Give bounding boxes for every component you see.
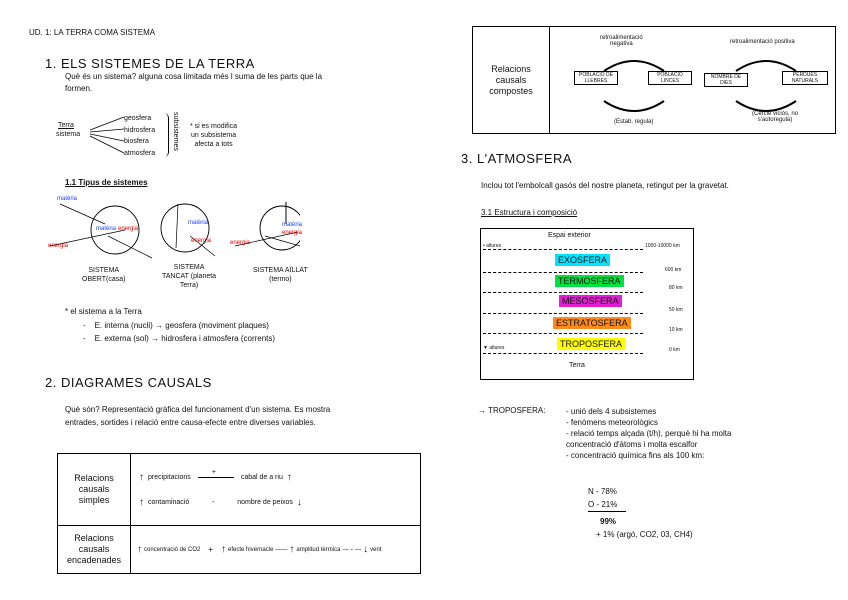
- space-label: Espai exterior: [548, 232, 591, 239]
- section-1-intro-1: Què és un sistema? alguna cosa limitada més l suma de les parts que la: [65, 72, 323, 81]
- label-energia-isolated: energia: [282, 230, 303, 236]
- comp-other: + 1% (argó, CO2, 03, CH4): [596, 530, 693, 539]
- loop-positive-right: PERDUES NATURALS: [782, 71, 828, 85]
- tropo-item: - unió dels 4 subsistemes: [566, 407, 657, 416]
- section-2-intro-2: entrades, sortides i relació entre causa-efecte entre diverses variables.: [65, 418, 316, 427]
- terra-label: Terra: [58, 122, 74, 129]
- system-diagrams: [40, 196, 303, 260]
- layer-troposfera: TROPOSFERA: [557, 338, 625, 350]
- loop-positive-caption: (Cercle viciós, no s'autoregula): [751, 111, 798, 123]
- compound-relations-label: Relacions causals compostes: [473, 27, 550, 134]
- subsystem-list: [124, 113, 155, 159]
- tropo-item: - fenòmens meteorològics: [566, 418, 659, 427]
- layer-troposfera-km: 0 km: [669, 347, 680, 353]
- causal-relations-table: [57, 453, 421, 574]
- layer-termosfera-km: 80 km: [669, 285, 683, 291]
- branch-arrows: [88, 112, 128, 158]
- layer-exosfera-km: 600 km: [665, 267, 682, 273]
- comp-sum: 99%: [600, 517, 617, 526]
- table-row: [58, 526, 421, 574]
- sistema-label: sistema: [56, 131, 81, 138]
- tropo-item: - concentració química fins als 100 km:: [566, 451, 705, 460]
- label-materia-closed: matèria: [188, 220, 209, 226]
- compound-relations-table: [472, 26, 836, 134]
- loop-negative-right: POBLACIÓ LINCES: [648, 71, 692, 85]
- layer-termosfera: TERMOSFERA: [555, 275, 624, 287]
- loop-negative-left: POBLACIÓ DE LLEBRES: [574, 71, 618, 85]
- label-materia-isolated: matèria: [282, 222, 303, 228]
- comp-n: N - 78%: [588, 487, 617, 496]
- atmosphere-layers-box: [480, 228, 694, 380]
- types-title: 1.1 Tipus de sistemes: [65, 178, 148, 187]
- system-open-name: SISTEMA OBERT(casa): [82, 267, 126, 283]
- label-energia-open: energia: [48, 243, 69, 249]
- section-2-title: 2. DIAGRAMES CAUSALS: [45, 375, 212, 390]
- troposphere-label: → TROPOSFERA:: [478, 406, 546, 415]
- layer-estratosfera: ESTRATOSFERA: [553, 317, 631, 329]
- chained-row: ↑ concentració de CO2 + ↑ efecte hivernacle —— ↑ amplitud tèrmica — - — ↓ vent: [137, 544, 382, 555]
- compound-loops: [550, 27, 836, 134]
- label-energia-open-2: energia: [118, 226, 139, 232]
- label-materia-open-2: matèria: [96, 226, 117, 232]
- subsystem-item: atmosfera: [124, 149, 156, 157]
- subsystem-item: hidrosfera: [124, 126, 156, 134]
- layer-mesosfera-km: 50 km: [669, 307, 683, 313]
- subsystem-brace: [164, 113, 169, 157]
- structure-title: 3.1 Estructura i composició: [481, 208, 578, 217]
- section-3-intro: Inclou tot l'embolcall gasós del nostre planeta, retingut per la gravetat.: [481, 181, 729, 190]
- layer-estratosfera-km: 10 km: [669, 327, 683, 333]
- subsystem-item: biosfera: [124, 138, 149, 145]
- simple-relations-label: Relacions causals simples: [58, 454, 131, 526]
- modify-note: * si es modifica un subsistema afecta a tots: [190, 123, 238, 148]
- layer-exosfera: EXOSFERA: [555, 254, 610, 266]
- earth-item: - E. interna (nucli) → geosfera (moviment plaques): [83, 321, 269, 330]
- layer-mesosfera: MESOSFERA: [559, 295, 622, 307]
- loop-negative-caption: (Estab. regula): [614, 119, 654, 125]
- table-row: [58, 454, 421, 526]
- label-materia-open: matèria: [57, 196, 78, 202]
- comp-o: O - 21%: [588, 500, 626, 512]
- top-right-label: 1000-10000 km: [645, 243, 680, 249]
- simple-row-2: ↑ contaminació - nombre de peixos ↓: [139, 496, 302, 508]
- chained-relations-label: Relacions causals encadenades: [58, 526, 131, 574]
- subsystem-item: geosfera: [124, 115, 152, 122]
- section-2-intro-1: Què són? Representació gràfica del funcionament d'un sistema. Es mostra: [65, 405, 331, 414]
- troposphere-list: [566, 406, 731, 461]
- earth-system-title: * el sistema a la Terra: [65, 307, 142, 316]
- top-left-label: • altures: [483, 243, 502, 249]
- section-1-title: 1. ELS SISTEMES DE LA TERRA: [45, 56, 255, 71]
- loop-negative-title: retroalimentació negativa: [600, 35, 643, 47]
- system-closed-name: SISTEMA TANCAT (planeta Terra): [162, 264, 217, 289]
- system-isolated-name: SISTEMA AÏLLAT (termo): [253, 267, 308, 283]
- earth-item: - E. externa (sol) → hidrosfera i atmosfera (corrents): [83, 334, 276, 343]
- subsystems-side-label: subsistemes: [172, 112, 179, 151]
- loop-negative-arrows: [594, 55, 674, 117]
- loop-positive-title: retroalimentació positiva: [730, 39, 795, 45]
- section-3-title: 3. L'ATMOSFERA: [461, 151, 573, 166]
- simple-row-1: ↑ precipitacions + cabal de a riu ↑: [139, 468, 292, 483]
- ground-label: Terra: [569, 362, 585, 369]
- section-1-intro-2: formen.: [65, 84, 93, 93]
- label-energia-closed: energia: [191, 238, 212, 244]
- tropo-item: - relació temps alçada (t/h), perquè hi ha molta: [566, 429, 732, 438]
- loop-positive-arrows: [726, 55, 806, 117]
- bottom-left-label: ▼ altures: [483, 345, 505, 351]
- unit-title: UD. 1: LA TERRA COMA SISTEMA: [29, 28, 156, 37]
- label-energia-isolated-2: energia: [230, 240, 251, 246]
- tropo-item: concentració d'àtoms i molta escalfor: [566, 440, 698, 449]
- loop-positive-left: NOMBRE DE DIES: [704, 73, 748, 87]
